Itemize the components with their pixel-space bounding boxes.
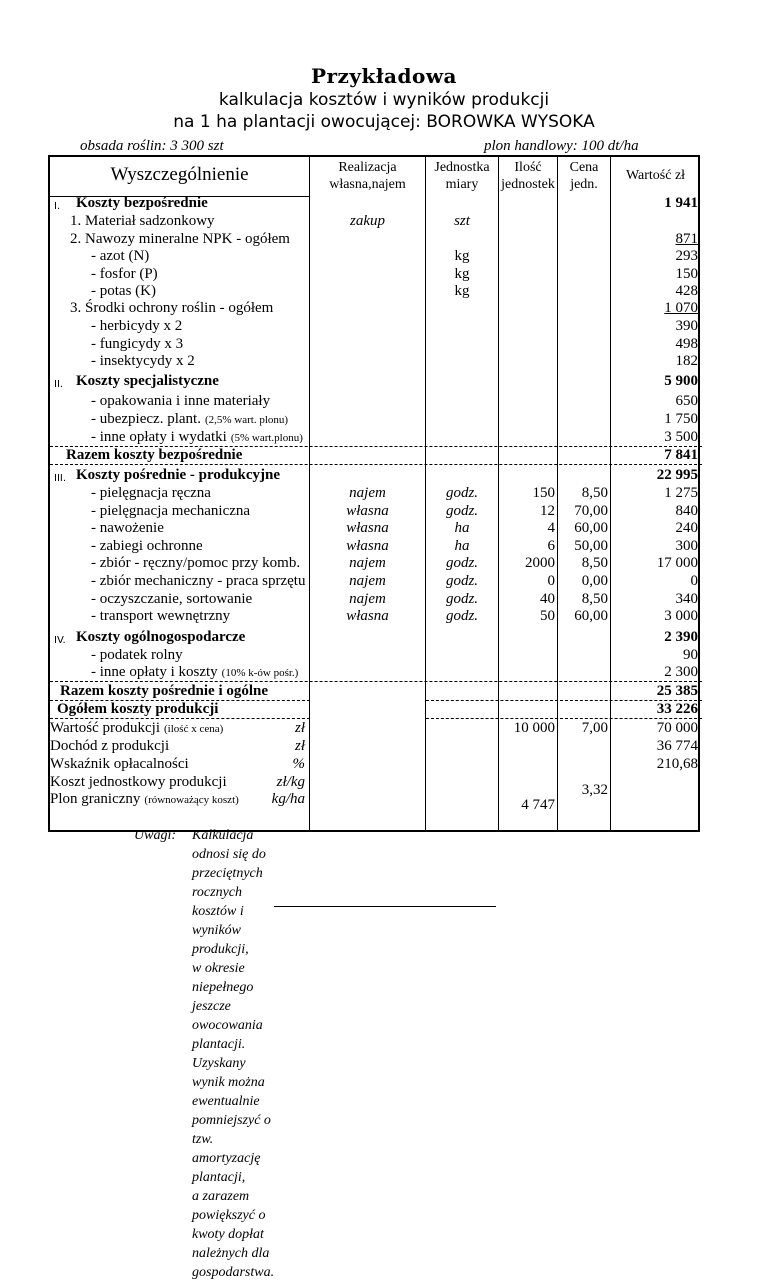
row-label-text: - fungicydy x 3 <box>91 336 184 352</box>
row-label <box>70 213 215 230</box>
plant-density: obsada roślin: 3 300 szt <box>80 138 224 154</box>
value-cell: 3 000 <box>664 608 698 624</box>
row-label-text: Wartość produkcji <box>50 720 161 736</box>
cost-table <box>48 155 700 832</box>
row-label-text: - nawożenie <box>91 520 164 536</box>
value-cell: 1 750 <box>664 411 698 427</box>
unit-cell: godz. <box>445 485 479 501</box>
price-cell: 7,00 <box>581 720 608 736</box>
unit-cell: ha <box>454 538 470 554</box>
row-label-text: - zbiór mechaniczny - praca sprzętu <box>91 573 306 589</box>
realization-cell: własna <box>346 503 389 519</box>
value-cell: 17 000 <box>656 555 698 571</box>
row-label-text: Razem koszty pośrednie i ogólne <box>60 683 269 699</box>
commercial-yield: plon handlowy: 100 dt/ha <box>484 138 639 154</box>
value-cell: 240 <box>675 520 698 536</box>
unit-cell: kg <box>454 266 470 282</box>
row-label-text: Razem koszty bezpośrednie <box>66 447 243 463</box>
unit-cell: kg <box>454 248 470 264</box>
row-label <box>91 353 195 370</box>
header-realization: Realizacja własna,najem <box>329 160 406 192</box>
row-label-text: Plon graniczny <box>50 791 141 807</box>
notes-label: Uwagi: <box>134 828 176 843</box>
row-label <box>70 231 290 248</box>
value-cell: 1 275 <box>664 485 698 501</box>
row-label-text: - insektycydy x 2 <box>91 353 195 369</box>
row-label <box>91 318 182 335</box>
row-label-text: - oczyszczanie, sortowanie <box>91 591 253 607</box>
row-label <box>60 683 268 700</box>
row-unit: % <box>292 756 305 772</box>
price-cell: 0,00 <box>581 573 608 589</box>
value-cell: 2 300 <box>664 664 698 680</box>
row-label <box>91 283 156 300</box>
row-label-text: - transport wewnętrzny <box>91 608 231 624</box>
row-label <box>76 373 219 390</box>
row-label-text: Ogółem koszty produkcji <box>57 701 219 717</box>
row-label-text: - ubezpiecz. plant. <box>91 411 201 427</box>
realization-cell: najem <box>349 573 386 589</box>
unit-cell: godz. <box>445 591 479 607</box>
value-cell: 7 841 <box>664 447 698 463</box>
row-label-text: - herbicydy x 2 <box>91 318 183 334</box>
dashed-separator <box>50 464 702 465</box>
row-label-text: 1. Materiał sadzonkowy <box>70 213 215 229</box>
row-label-text: Dochód z produkcji <box>50 738 170 754</box>
row-label <box>50 791 239 808</box>
value-cell: 340 <box>675 591 698 607</box>
realization-cell: najem <box>349 555 386 571</box>
row-label <box>91 520 164 537</box>
unit-cell: godz. <box>445 555 479 571</box>
quantity-cell: 12 <box>540 503 555 519</box>
value-cell: 5 900 <box>664 373 698 389</box>
row-label-text: - opakowania i inne materiały <box>91 393 271 409</box>
value-cell: 498 <box>675 336 698 352</box>
row-label-text: Wskaźnik opłacalności <box>50 756 189 772</box>
row-label <box>50 756 189 773</box>
row-label <box>76 467 280 484</box>
row-label <box>91 503 250 520</box>
notes-line: Uzyskany wynik można ewentualnie pomniejszyć o tzw. amortyzację plantacji, <box>192 1056 271 1185</box>
row-note: (równoważący koszt) <box>144 794 239 806</box>
realization-cell: własna <box>346 538 389 554</box>
price-cell: 8,50 <box>581 555 608 571</box>
notes-line: a zarazem powiększyć o kwoty dopłat należnych dla gospodarstwa. <box>192 1189 275 1280</box>
header-quantity: Ilość jednostek <box>501 160 555 192</box>
row-label-text: Koszt jednostkowy produkcji <box>50 774 227 790</box>
row-label-text: 3. Środki ochrony roślin - ogółem <box>70 300 274 316</box>
value-cell: 300 <box>675 538 698 554</box>
unit-cell: szt <box>454 213 470 229</box>
row-label <box>76 629 245 646</box>
row-label-text: - podatek rolny <box>91 647 183 663</box>
value-cell: 650 <box>675 393 698 409</box>
row-label <box>50 738 169 755</box>
price-cell: 8,50 <box>581 591 608 607</box>
section-number: III. <box>54 473 67 484</box>
unit-cell: kg <box>454 283 470 299</box>
row-label <box>91 429 303 446</box>
row-unit: kg/ha <box>271 791 305 807</box>
value-cell: 25 385 <box>656 683 698 699</box>
row-label-text: - azot (N) <box>91 248 150 264</box>
unit-cell: godz. <box>445 503 479 519</box>
quantity-cell: 0 <box>547 573 555 589</box>
value-cell: 1 070 <box>664 300 698 316</box>
value-cell: 428 <box>675 283 698 299</box>
realization-cell: zakup <box>350 213 385 229</box>
realization-cell: własna <box>346 608 389 624</box>
row-label <box>91 248 149 265</box>
dashed-separator <box>50 681 702 682</box>
footer-rule <box>274 906 496 907</box>
row-label <box>91 485 211 502</box>
row-label <box>76 195 208 212</box>
row-label <box>91 393 270 410</box>
dashed-separator <box>426 718 702 719</box>
notes-line: Kalkulacja odnosi się do przeciętnych rocznych kosztów i wyników produkcji, <box>192 828 266 957</box>
row-label-text: - pielęgnacja ręczna <box>91 485 211 501</box>
header-value: Wartość zł <box>625 168 686 183</box>
row-label <box>66 447 242 464</box>
row-label <box>91 266 158 283</box>
section-number: IV. <box>54 635 66 646</box>
row-note: (5% wart.plonu) <box>230 432 303 444</box>
row-label-text: - inne opłaty i koszty <box>91 664 218 680</box>
row-label <box>91 664 298 681</box>
section-number: II. <box>54 379 64 390</box>
row-note: (2,5% wart. plonu) <box>204 414 289 426</box>
row-label <box>70 300 273 317</box>
realization-cell: najem <box>349 591 386 607</box>
row-label-text: - pielęgnacja mechaniczna <box>91 503 251 519</box>
row-label <box>91 555 300 572</box>
quantity-cell: 2000 <box>525 555 555 571</box>
row-label-text: - zbiór - ręczny/pomoc przy komb. <box>91 555 301 571</box>
header-description: Wyszczególnienie <box>110 164 249 185</box>
price-cell: 70,00 <box>574 503 608 519</box>
row-label <box>91 538 203 555</box>
notes-text <box>192 826 274 1282</box>
value-cell: 36 774 <box>656 738 698 754</box>
row-label-text: Koszty ogólnogospodarcze <box>76 629 246 645</box>
row-label <box>50 720 223 737</box>
price-cell: 3,32 <box>581 782 608 798</box>
row-label <box>91 647 183 664</box>
quantity-cell: 6 <box>547 538 555 554</box>
row-label-text: Koszty specjalistyczne <box>76 373 219 389</box>
notes-line: w okresie niepełnego jeszcze owocowania plantacji. <box>192 961 263 1052</box>
unit-cell: godz. <box>445 608 479 624</box>
section-number: I. <box>54 201 61 212</box>
header-price: Cena jedn. <box>569 160 599 192</box>
price-cell: 50,00 <box>574 538 608 554</box>
row-unit: zł <box>294 720 305 736</box>
value-cell: 182 <box>675 353 698 369</box>
row-label <box>50 774 227 791</box>
quantity-cell: 4 747 <box>521 797 555 813</box>
dashed-separator <box>50 718 310 719</box>
value-cell: 0 <box>690 573 698 589</box>
realization-cell: własna <box>346 520 389 536</box>
value-cell: 210,68 <box>656 756 698 772</box>
row-label-text: - zabiegi ochronne <box>91 538 203 554</box>
value-cell: 3 500 <box>664 429 698 445</box>
document-subtitle-2: na 1 ha plantacji owocującej: BOROWKA WYSOKA <box>173 112 595 132</box>
row-label-text: - inne opłaty i wydatki <box>91 429 227 445</box>
row-label <box>57 701 218 718</box>
value-cell: 22 995 <box>656 467 698 483</box>
row-label <box>91 573 305 590</box>
document-title: Przykładowa <box>310 64 458 88</box>
value-cell: 293 <box>675 248 698 264</box>
row-label <box>91 336 183 353</box>
row-note: (ilość x cena) <box>164 723 224 735</box>
quantity-cell: 150 <box>532 485 555 501</box>
header-unit: Jednostka miary <box>434 160 490 192</box>
row-unit: zł <box>294 738 305 754</box>
row-unit: zł/kg <box>276 774 305 790</box>
row-label <box>91 591 252 608</box>
value-cell: 33 226 <box>656 701 698 717</box>
quantity-cell: 50 <box>540 608 555 624</box>
row-label <box>91 608 230 625</box>
row-label-text: 2. Nawozy mineralne NPK - ogółem <box>70 231 290 247</box>
row-label-text: Koszty pośrednie - produkcyjne <box>76 467 281 483</box>
value-cell: 390 <box>675 318 698 334</box>
value-cell: 2 390 <box>664 629 698 645</box>
price-cell: 60,00 <box>574 608 608 624</box>
value-cell: 150 <box>675 266 698 282</box>
value-cell: 871 <box>675 231 698 247</box>
price-cell: 60,00 <box>574 520 608 536</box>
value-cell: 90 <box>683 647 698 663</box>
value-cell: 1 941 <box>664 195 698 211</box>
unit-cell: ha <box>454 520 470 536</box>
row-label <box>91 411 288 428</box>
row-label-text: - potas (K) <box>91 283 156 299</box>
value-cell: 840 <box>675 503 698 519</box>
price-cell: 8,50 <box>581 485 608 501</box>
realization-cell: najem <box>349 485 386 501</box>
quantity-cell: 4 <box>547 520 555 536</box>
quantity-cell: 40 <box>540 591 555 607</box>
quantity-cell: 10 000 <box>513 720 555 736</box>
unit-cell: godz. <box>445 573 479 589</box>
document-subtitle-1: kalkulacja kosztów i wyników produkcji <box>218 90 550 110</box>
row-label-text: - fosfor (P) <box>91 266 158 282</box>
value-cell: 70 000 <box>656 720 698 736</box>
row-note: (10% k-ów pośr.) <box>221 667 299 679</box>
row-label-text: Koszty bezpośrednie <box>76 195 208 211</box>
